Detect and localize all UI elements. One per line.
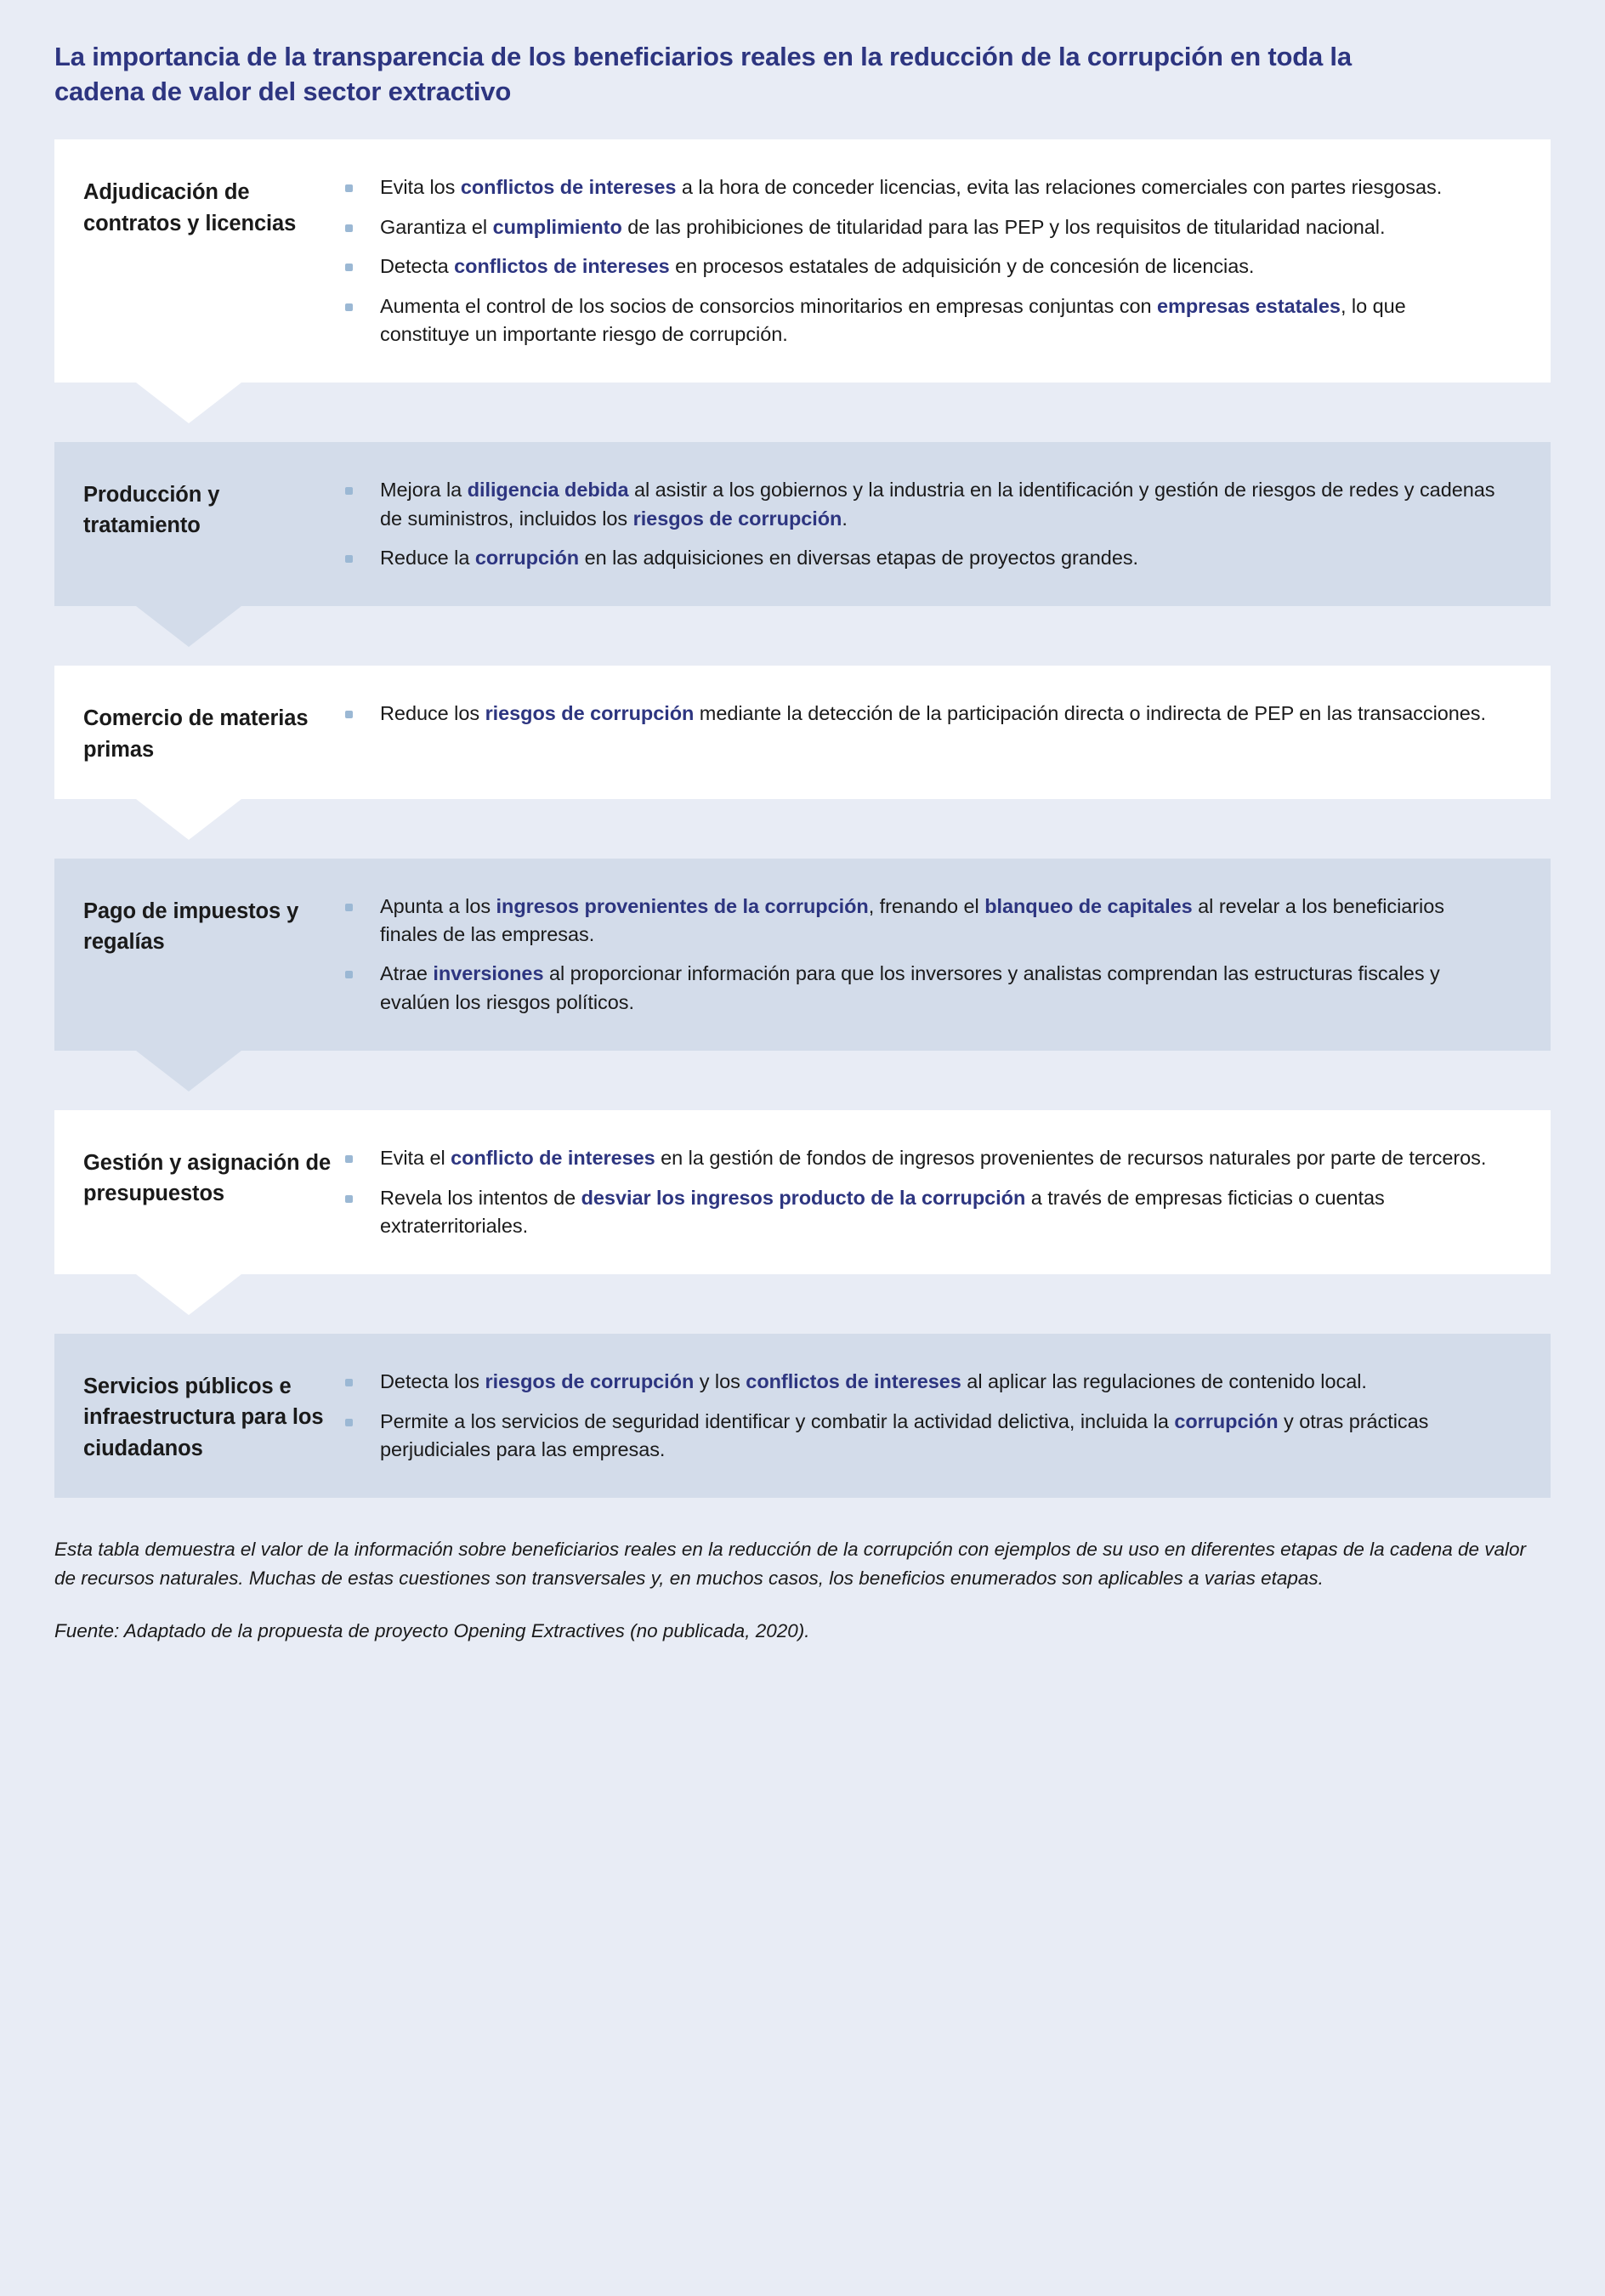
- stage-4: [0, 859, 1605, 1051]
- stage-label: Gestión y asignación de presupuestos: [83, 1151, 332, 1206]
- stage-gap: [0, 840, 1605, 859]
- bullet-item: [345, 213, 1500, 241]
- bullet-item: [345, 1368, 1500, 1396]
- bullet-dot-icon: [345, 904, 353, 911]
- bullet-text: Garantiza el cumplimiento de las prohibiciones de titularidad para las PEP y los requisitos de titularidad nacional.: [380, 215, 1386, 238]
- bullet-text: Mejora la diligencia debida al asistir a los gobiernos y la industria en la identificación y gestión de riesgos de redes y cadenas de suministros, incluidos los riesgos de corrupción.: [380, 479, 1495, 530]
- page-title: La importancia de la transparencia de los beneficiarios reales en la reducción de la corrupción en toda la cadena de valor del sector extractivo: [54, 42, 1352, 107]
- stage-gap: [0, 1091, 1605, 1110]
- bullet-text: Reduce los riesgos de corrupción mediante la detección de la participación directa o indirecta de PEP en las transacciones.: [380, 702, 1486, 725]
- stage-label: Servicios públicos e infraestructura para los ciudadanos: [83, 1375, 324, 1460]
- footer-source: Fuente: Adaptado de la propuesta de proyecto Opening Extractives (no publicada, 2020).: [54, 1619, 810, 1641]
- bullet-text: Reduce la corrupción en las adquisiciones en diversas etapas de proyectos grandes.: [380, 546, 1139, 569]
- stage-card: [54, 1110, 1551, 1274]
- footer: [0, 1498, 1605, 1670]
- bullet-item: [345, 1144, 1500, 1172]
- stage-bullet-list: [338, 476, 1500, 572]
- stage-card-inner: [54, 1334, 1551, 1498]
- bullet-text: Evita el conflicto de intereses en la gestión de fondos de ingresos provenientes de recursos naturales por parte de terceros.: [380, 1147, 1487, 1170]
- bullet-text: Revela los intentos de desviar los ingresos producto de la corrupción a través de empresas ficticias o cuentas extraterritoriales.: [380, 1186, 1385, 1237]
- bullet-item: [345, 476, 1500, 533]
- bullet-text: Atrae inversiones al proporcionar información para que los inversores y analistas comprendan las estructuras fiscales y evalúen los riesgos políticos.: [380, 962, 1440, 1013]
- stage-gap: [0, 1315, 1605, 1334]
- stage-6: [0, 1334, 1605, 1498]
- stage-card: [54, 1334, 1551, 1498]
- stage-2: [0, 442, 1605, 606]
- bullet-item: [345, 292, 1500, 349]
- bullet-dot-icon: [345, 303, 353, 311]
- bullet-dot-icon: [345, 555, 353, 563]
- bullet-item: [345, 1408, 1500, 1465]
- flow-arrow-down-icon: [54, 1274, 1551, 1315]
- stage-gap: [0, 423, 1605, 442]
- value-chain-flow: [0, 139, 1605, 1498]
- bullet-dot-icon: [345, 711, 353, 718]
- flow-arrow-down-icon: [54, 606, 1551, 647]
- stage-5: [0, 1110, 1605, 1274]
- bullet-text: Permite a los servicios de seguridad identificar y combatir la actividad delictiva, incluida la corrupción y otras prácticas perjudiciales para las empresas.: [380, 1409, 1429, 1460]
- bullet-dot-icon: [345, 224, 353, 232]
- bullet-item: [345, 960, 1500, 1017]
- stage-bullet-list: [338, 1368, 1500, 1464]
- stage-card-inner: [54, 139, 1551, 383]
- stage-label: Pago de impuestos y regalías: [83, 899, 299, 954]
- bullet-item: [345, 893, 1500, 950]
- bullet-text: Detecta los riesgos de corrupción y los conflictos de intereses al aplicar las regulaciones de contenido local.: [380, 1370, 1367, 1393]
- bullet-dot-icon: [345, 1155, 353, 1163]
- bullet-dot-icon: [345, 1195, 353, 1203]
- bullet-item: [345, 700, 1500, 728]
- bullet-dot-icon: [345, 184, 353, 192]
- bullet-item: [345, 1184, 1500, 1241]
- stage-bullet-list: [338, 893, 1500, 1017]
- stage-1: [0, 139, 1605, 383]
- stage-card: [54, 859, 1551, 1051]
- bullet-text: Evita los conflictos de intereses a la hora de conceder licencias, evita las relaciones comerciales con partes riesgosas.: [380, 176, 1443, 199]
- bullet-text: Apunta a los ingresos provenientes de la corrupción, frenando el blanqueo de capitales al revelar a los beneficiarios finales de las empresas.: [380, 894, 1444, 946]
- stage-gap: [0, 647, 1605, 666]
- stage-3: [0, 666, 1605, 798]
- bullet-dot-icon: [345, 264, 353, 271]
- bullet-item: [345, 173, 1500, 201]
- bullet-dot-icon: [345, 1379, 353, 1386]
- stage-card-inner: [54, 1110, 1551, 1274]
- bullet-item: [345, 252, 1500, 281]
- stage-card-inner: [54, 442, 1551, 606]
- stage-card: [54, 139, 1551, 383]
- stage-label: Adjudicación de contratos y licencias: [83, 180, 297, 235]
- stage-label: Comercio de materias primas: [83, 706, 309, 762]
- stage-label: Producción y tratamiento: [83, 483, 220, 538]
- bullet-text: Aumenta el control de los socios de consorcios minoritarios en empresas conjuntas con empresas estatales, lo que constituye un importante riesgo de corrupción.: [380, 294, 1406, 345]
- footer-note: Esta tabla demuestra el valor de la información sobre beneficiarios reales en la reducción de la corrupción con ejemplos de su uso en diferentes etapas de la cadena de valor de recursos naturales. Muchas de estas cuestiones son transversales y, en muchos casos, los beneficios enumerados son aplicables a varias etapas.: [54, 1539, 1527, 1590]
- bullet-dot-icon: [345, 1419, 353, 1426]
- flow-arrow-down-icon: [54, 1051, 1551, 1091]
- bullet-dot-icon: [345, 487, 353, 495]
- bullet-text: Detecta conflictos de intereses en procesos estatales de adquisición y de concesión de licencias.: [380, 255, 1255, 278]
- bullet-item: [345, 544, 1500, 572]
- stage-bullet-list: [338, 173, 1500, 349]
- bullet-dot-icon: [345, 971, 353, 978]
- stage-card: [54, 442, 1551, 606]
- stage-bullet-list: [338, 1144, 1500, 1240]
- flow-arrow-down-icon: [54, 383, 1551, 423]
- stage-bullet-list: [338, 700, 1500, 728]
- flow-arrow-down-icon: [54, 799, 1551, 840]
- stage-card-inner: [54, 666, 1551, 798]
- stage-card: [54, 666, 1551, 798]
- stage-card-inner: [54, 859, 1551, 1051]
